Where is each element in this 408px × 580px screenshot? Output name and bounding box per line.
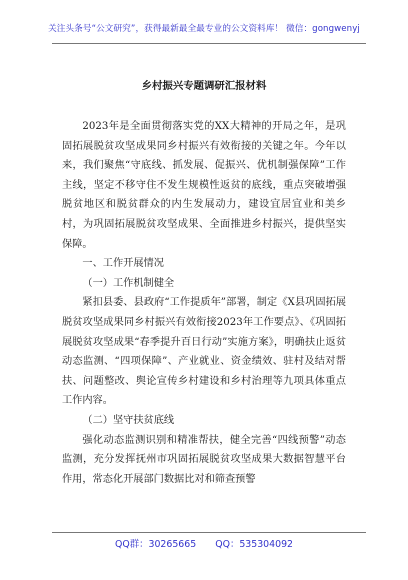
footer-qq: QQ：535304092 [215,539,294,550]
footer-qq-group: QQ群：30265665 [114,539,197,550]
header-banner: 关注头条号“公文研究”，获得最新最全最专业的公文资料库！ 微信：gongwenyj [48,24,360,34]
footer [0,536,408,550]
header-divider [52,43,366,44]
subsection-paragraph: 强化动态监测识别和精准帮扶，健全完善“四线预警”动态监测，充分发挥抚州市巩固拓展脱贫攻坚成果大数据智慧平台作用，常态化开展部门数据比对和筛查预警 [62,434,346,485]
section-heading: 一、工作开展情况 [82,258,164,270]
subsection-heading: （一）工作机制健全 [82,277,175,289]
document-title: 乡村振兴专题调研汇报材料 [141,80,267,92]
intro-paragraph: 2023年是全面贯彻落实党的XX大精神的开局之年，是巩固拓展脱贫攻坚成果同乡村振兴有效衔接的关键之年。今年以来，我们聚焦“守底线、抓发展、促振兴、优机制强保障”工作主线，坚定不移守住不发生规模性返贫的底线，重点突破增强脱贫地区和脱贫群众的内生发展动力，建设宜居宜业和美乡村，为巩固拓展脱贫攻坚成果、全面推进乡村振兴，提供坚实保障。 [62,121,346,250]
document-body [62,117,346,489]
subsection-paragraph: 紧扣县委、县政府“工作提质年”部署，制定《X县巩固拓展脱贫攻坚成果同乡村振兴有效衔接2023年工作要点》、《巩固拓展脱贫攻坚成果“春季提升百日行动”实施方案》，明确扶止返贫动态监测、“四项保障”、产业就业、资金绩效、驻村及结对帮扶、问题整改、舆论宣传乡村建设和乡村治理等九项具体重点工作内容。 [62,297,346,407]
subsection-heading: （二）坚守扶贫底线 [82,414,175,426]
footer-divider [52,532,366,533]
